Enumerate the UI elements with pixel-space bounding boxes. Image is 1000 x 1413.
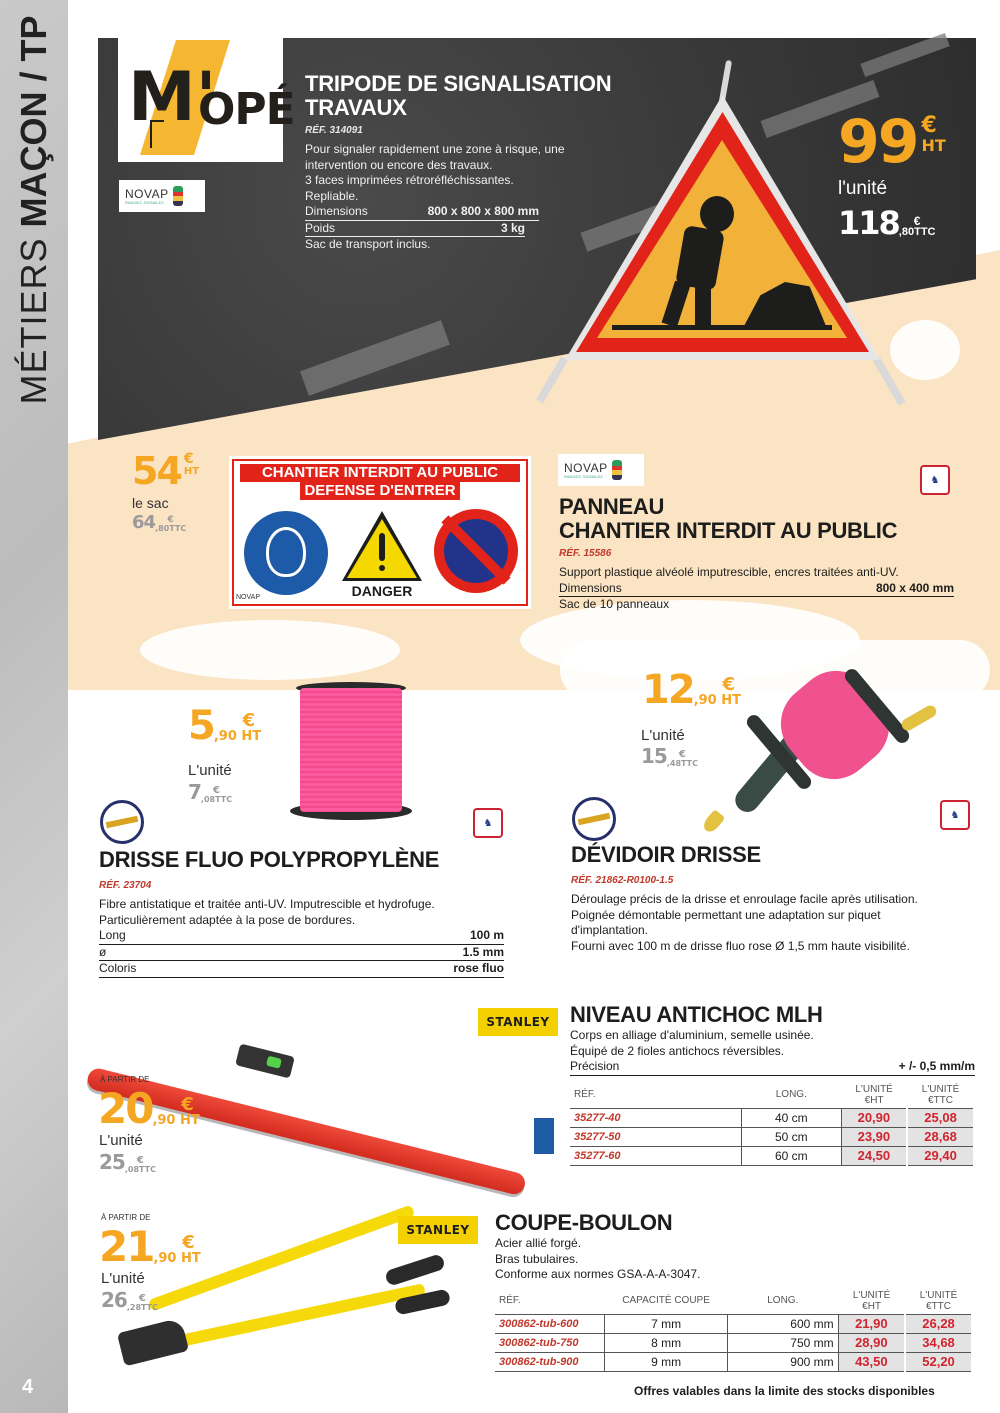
product-description: [570, 1028, 975, 1076]
logo-ope: OPÉ: [198, 84, 295, 135]
desc-note: Sac de 10 panneaux: [559, 597, 670, 611]
product-coupe-boulon: [495, 1211, 975, 1372]
col-price-ttc: L'UNITÉ €TTC: [905, 1288, 972, 1315]
sign-line-1: CHANTIER INTERDIT AU PUBLIC: [261, 464, 499, 481]
spec-row: [570, 1059, 975, 1076]
col-price-ht: L'UNITÉ €HT: [838, 1288, 905, 1315]
desc-line: Fibre antistatique et traitée anti-UV. Imputrescible et hydrofuge.: [99, 897, 435, 911]
price-ttc: [101, 1288, 158, 1312]
col-ref: RÉF.: [570, 1082, 741, 1109]
cell-price-ttc: 26,28: [905, 1314, 972, 1333]
ttc-label: TTC: [681, 759, 698, 768]
ttc-label: TTC: [215, 795, 233, 804]
tax-label: HT: [181, 1251, 201, 1266]
table-row: [495, 1352, 972, 1371]
novap-wordmark: NOVAP: [125, 186, 169, 201]
novap-tagline: RANGEZ, SIGNALEZ: [125, 199, 164, 205]
pink-string-spool-image: [300, 688, 402, 812]
table-row: [570, 1108, 974, 1127]
sign-line-2: DEFENSE D'ENTRER: [304, 482, 456, 499]
bolt-cutter-grip: [384, 1253, 446, 1287]
category-title: [13, 15, 55, 404]
table-header-row: [495, 1288, 972, 1315]
ttc-cents: ,08: [124, 1165, 140, 1174]
price-cents: ,90: [152, 1113, 176, 1128]
coupe-boulon-price-table: [495, 1288, 973, 1372]
spec-row: [305, 204, 539, 221]
category-title-bold: MAÇON / TP: [13, 15, 54, 228]
price-cents: ,90: [153, 1251, 177, 1266]
product-panneau: [559, 495, 954, 613]
cell-long: 600 mm: [727, 1314, 838, 1333]
ttc-integer: 25: [99, 1150, 125, 1174]
price-tag-drisse: [188, 703, 262, 749]
cell-price-ht: 23,90: [841, 1127, 907, 1146]
worker-head: [700, 196, 734, 232]
spec-label: Poids: [305, 220, 336, 235]
table-row: [570, 1146, 974, 1165]
spec-value: 3 kg: [500, 220, 525, 235]
price-ttc: [641, 744, 698, 768]
cell-ref: 35277-40: [570, 1108, 741, 1127]
unit-label: L'unité: [99, 1132, 143, 1149]
paint-splash: [560, 640, 990, 700]
unit-label: le sac: [132, 495, 169, 511]
spec-row: [99, 928, 504, 945]
panneau-sign-image: [232, 459, 528, 606]
price-tag-tripode: [838, 107, 968, 177]
no-parking-sign-icon: [434, 509, 518, 593]
price-integer: 12: [642, 667, 694, 713]
ground-line: [612, 325, 832, 330]
unit-label: l'unité: [838, 178, 888, 199]
price-integer: 21: [99, 1222, 154, 1271]
desc-note: Sac de transport inclus.: [305, 237, 431, 251]
cell-price-ht: 24,50: [841, 1146, 907, 1165]
currency-symbol: €: [722, 674, 735, 695]
currency-symbol: €: [136, 1155, 144, 1166]
tax-label: HT: [921, 136, 946, 155]
footer-disclaimer: Offres valables dans la limite des stocks disponibles: [634, 1384, 935, 1398]
desc-line: Conforme aux normes GSA-A-A-3047.: [495, 1267, 701, 1281]
product-title: TRAVAUX: [305, 95, 407, 120]
cell-price-ttc: 28,68: [907, 1127, 974, 1146]
from-label: À PARTIR DE: [100, 1075, 150, 1084]
cell-capacity: 7 mm: [605, 1314, 728, 1333]
ttc-label: TTC: [914, 226, 936, 238]
product-niveau: [570, 1003, 975, 1166]
table-row: [570, 1127, 974, 1146]
col-ref: RÉF.: [495, 1288, 605, 1315]
tax-label: HT: [241, 729, 262, 744]
cell-long: 750 mm: [727, 1333, 838, 1352]
cell-ref: 35277-50: [570, 1127, 741, 1146]
price-ttc: [188, 780, 232, 804]
price-ttc: [838, 204, 935, 242]
novap-mascot-icon: [173, 186, 183, 206]
desc-line: intervention ou encore des travaux.: [305, 157, 493, 172]
tax-label: HT: [721, 693, 741, 708]
france-label-icon: [534, 1118, 554, 1154]
product-drisse: [99, 848, 504, 978]
reel-handle-tip: [701, 809, 726, 835]
desc-line: Bras tubulaires.: [495, 1251, 579, 1266]
ttc-label: TTC: [139, 1165, 156, 1174]
table-row: [495, 1333, 972, 1352]
desc-line: Pour signaler rapidement une zone à risque, une: [305, 142, 565, 156]
cell-price-ht: 43,50: [838, 1352, 905, 1371]
product-title: COUPE-BOULON: [495, 1210, 673, 1235]
product-ref: RÉF. 314091: [305, 125, 363, 136]
cell-price-ht: 28,90: [838, 1333, 905, 1352]
danger-label: DANGER: [351, 583, 413, 599]
col-long: LONG.: [727, 1288, 838, 1315]
product-title: NIVEAU ANTICHOC MLH: [570, 1002, 823, 1027]
product-ref: RÉF. 23704: [99, 880, 152, 891]
reel-crank-knob: [900, 703, 939, 732]
cell-ref: 300862-tub-600: [495, 1314, 605, 1333]
product-tripode: [305, 72, 625, 253]
price-integer: 54: [132, 449, 181, 493]
level-vial-icon: [235, 1044, 295, 1079]
novap-logo: [558, 454, 644, 486]
currency-symbol: €: [181, 1094, 194, 1115]
col-long: LONG.: [741, 1082, 841, 1109]
product-title: CHANTIER INTERDIT AU PUBLIC: [559, 518, 898, 543]
cell-long: 50 cm: [741, 1127, 841, 1146]
exclamation-icon: [379, 533, 385, 561]
price-tag-niveau: [98, 1084, 200, 1133]
price-tag-devidoir: [642, 667, 741, 713]
spec-label: Coloris: [99, 961, 137, 975]
crane-icon: [150, 120, 164, 148]
cell-capacity: 9 mm: [605, 1352, 728, 1371]
cell-ref: 35277-60: [570, 1146, 741, 1165]
price-ttc: [99, 1150, 156, 1174]
currency-symbol: €: [678, 749, 686, 760]
paint-splash: [140, 620, 400, 680]
sign-banner: [300, 482, 460, 500]
desc-line: Poignée démontable permettant une adaptation sur piquet: [571, 907, 881, 922]
novap-mascot-icon: [612, 460, 622, 480]
exclamation-dot: [379, 565, 385, 571]
currency-symbol: €: [138, 1293, 146, 1304]
desc-line: Fourni avec 100 m de drisse fluo rose Ø 1,5 mm haute visibilité.: [571, 938, 910, 953]
table-row: [495, 1314, 972, 1333]
spec-row: [99, 961, 504, 978]
cell-capacity: 8 mm: [605, 1333, 728, 1352]
desc-line: Équipé de 2 fioles antichocs réversibles.: [570, 1043, 785, 1058]
stanley-logo: STANLEY: [478, 1008, 558, 1036]
novap-logo: [119, 180, 205, 212]
bolt-cutter-image: [117, 1318, 189, 1367]
product-title: DÉVIDOIR DRISSE: [571, 842, 761, 867]
col-price-ht: L'UNITÉ €HT: [841, 1082, 907, 1109]
product-ref: RÉF. 21862-R0100-1.5: [571, 875, 674, 886]
spec-row: [305, 221, 525, 238]
ttc-cents: ,80: [898, 226, 915, 238]
spec-value: 100 m: [469, 928, 504, 942]
ttc-integer: 7: [188, 780, 201, 804]
product-title: DRISSE FLUO POLYPROPYLÈNE: [99, 847, 440, 872]
currency-symbol: €: [913, 214, 921, 228]
spec-row: [99, 945, 504, 962]
cell-ref: 300862-tub-750: [495, 1333, 605, 1352]
cell-price-ttc: 52,20: [905, 1352, 972, 1371]
price-tag-panneau: [132, 449, 200, 493]
price-tag-coupe-boulon: [99, 1222, 201, 1271]
product-description: [571, 892, 971, 954]
price-integer: 20: [98, 1084, 153, 1133]
spec-label: Long: [99, 928, 126, 942]
price-integer: 5: [188, 703, 214, 749]
desc-line: Repliable.: [305, 188, 359, 203]
sign-banner: [240, 464, 520, 482]
ttc-label: TTC: [141, 1303, 158, 1312]
sign-brand: NOVAP: [236, 594, 260, 601]
desc-line: Acier allié forgé.: [495, 1236, 582, 1250]
spec-value: rose fluo: [453, 961, 504, 975]
desc-line: Support plastique alvéolé imputrescible, encres traitées anti-UV.: [559, 565, 899, 579]
ttc-cents: ,08: [200, 795, 216, 804]
cell-long: 40 cm: [741, 1108, 841, 1127]
desc-line: 3 faces imprimées rétroréfléchissantes.: [305, 173, 514, 187]
from-label: À PARTIR DE: [101, 1213, 151, 1222]
cell-price-ttc: 25,08: [907, 1108, 974, 1127]
ttc-integer: 15: [641, 744, 667, 768]
cell-ref: 300862-tub-900: [495, 1352, 605, 1371]
col-price-ttc: L'UNITÉ €TTC: [907, 1082, 974, 1109]
stanley-logo: STANLEY: [398, 1216, 478, 1244]
desc-line: Déroulage précis de la drisse et enroulage facile après utilisation.: [571, 892, 918, 906]
bolt-cutter-arm: [179, 1283, 426, 1347]
paint-splash: [890, 320, 960, 380]
product-description: [495, 1236, 975, 1283]
currency-symbol: €: [183, 451, 194, 467]
col-capacity: CAPACITÉ COUPE: [605, 1288, 728, 1315]
desc-line: d'implantation.: [571, 923, 649, 937]
cell-long: 60 cm: [741, 1146, 841, 1165]
cell-long: 900 mm: [727, 1352, 838, 1371]
page-number: 4: [22, 1376, 34, 1398]
unit-label: L'unité: [641, 727, 685, 744]
ttc-cents: ,28: [126, 1303, 142, 1312]
currency-symbol: €: [242, 710, 256, 731]
spec-label: Dimensions: [559, 580, 622, 595]
ttc-integer: 118: [838, 204, 899, 242]
desc-line: Particulièrement adaptée à la pose de bordures.: [99, 912, 356, 927]
cell-price-ht: 21,90: [838, 1314, 905, 1333]
currency-symbol: €: [182, 1232, 195, 1253]
product-devidoir: [571, 843, 971, 954]
cell-price-ttc: 34,68: [905, 1333, 972, 1352]
spec-value: 800 x 800 x 800 mm: [427, 204, 539, 218]
made-in-france-icon: ♞: [920, 465, 950, 495]
cell-price-ttc: 29,40: [907, 1146, 974, 1165]
product-description: [559, 565, 954, 613]
ttc-cents: ,48: [666, 759, 682, 768]
price-integer: 99: [838, 107, 918, 177]
currency-symbol: €: [167, 515, 174, 525]
spec-value: 1.5 mm: [462, 944, 504, 959]
tax-label: HT: [180, 1113, 200, 1128]
product-description: [99, 897, 504, 978]
ttc-integer: 26: [101, 1288, 127, 1312]
product-description: [305, 142, 585, 253]
cell-price-ht: 20,90: [841, 1108, 907, 1127]
niveau-price-table: [570, 1082, 975, 1166]
worker-leg: [695, 282, 711, 326]
made-in-france-icon: ♞: [940, 800, 970, 830]
currency-symbol: €: [921, 113, 937, 138]
table-header-row: [570, 1082, 974, 1109]
price-cents: ,90: [213, 729, 237, 744]
made-in-france-icon: ♞: [473, 808, 503, 838]
product-ref: RÉF. 15586: [559, 548, 612, 559]
price-cents: ,90: [693, 693, 717, 708]
ttc-label: TTC: [169, 524, 187, 533]
unit-label: L'unité: [101, 1270, 145, 1287]
spec-value: 800 x 400 mm: [875, 580, 954, 595]
spec-label: Dimensions: [305, 204, 368, 218]
novap-tagline: RANGEZ, SIGNALEZ: [564, 473, 603, 479]
novap-wordmark: NOVAP: [564, 460, 608, 475]
hard-hat-sign-icon: [244, 511, 328, 595]
spec-label: Précision: [570, 1059, 620, 1073]
product-title: PANNEAU: [559, 494, 665, 519]
spec-row: [559, 581, 954, 598]
currency-symbol: €: [213, 785, 220, 796]
ttc-cents: ,80: [155, 524, 170, 533]
ttc-integer: 64: [132, 512, 156, 533]
desc-line: Corps en alliage d'aluminium, semelle usinée.: [570, 1028, 814, 1042]
price-ttc: [132, 512, 186, 533]
spec-value: + /- 0,5 mm/m: [898, 1059, 975, 1073]
corderie-bernard-logo: [100, 800, 144, 844]
category-title-light: MÉTIERS: [13, 237, 54, 405]
tax-label: HT: [183, 466, 200, 477]
unit-label: L'unité: [188, 762, 232, 779]
spec-label: ø: [99, 944, 107, 959]
product-title: TRIPODE DE SIGNALISATION: [305, 71, 612, 96]
logo-letter-m: M': [128, 58, 217, 137]
corderie-bernard-logo: [572, 797, 616, 841]
